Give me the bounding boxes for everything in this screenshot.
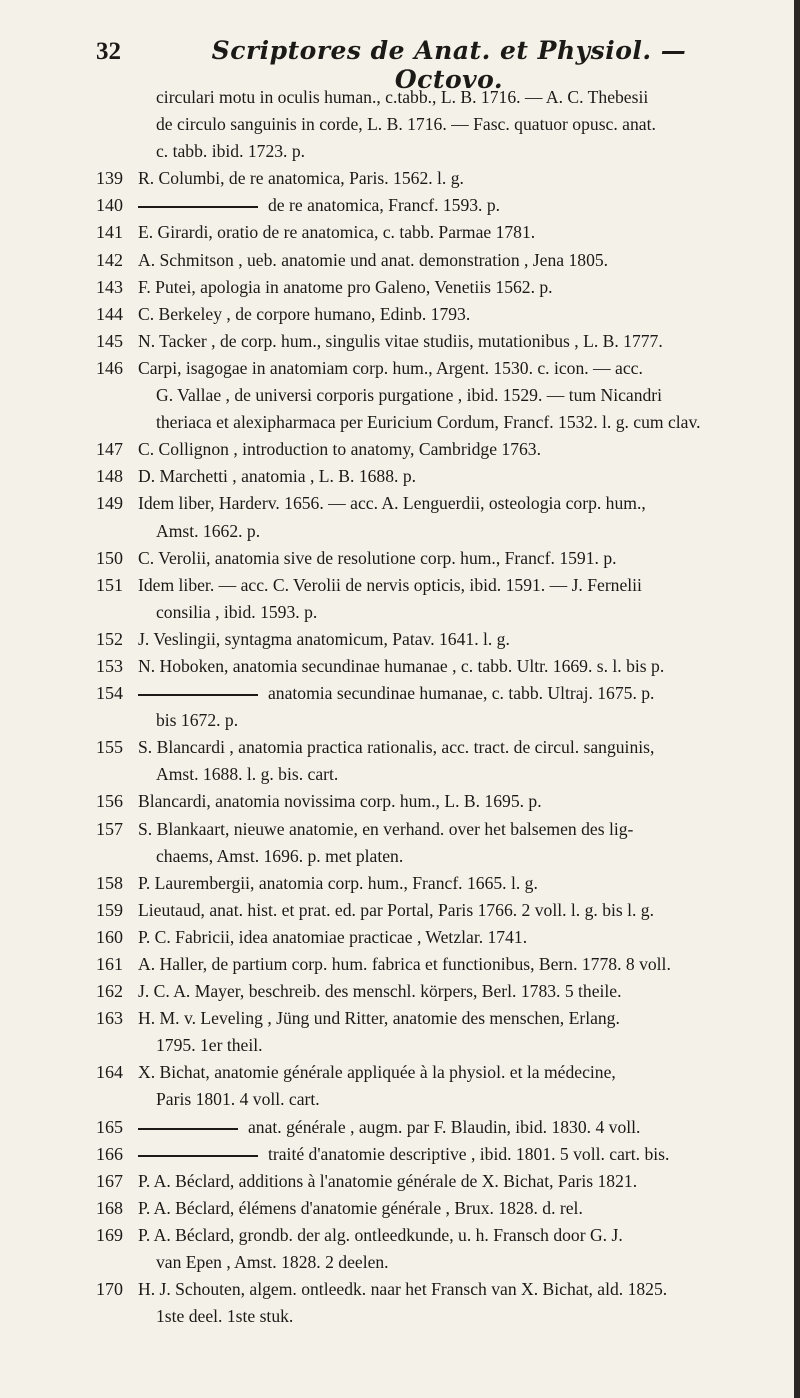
entry-line [96, 518, 782, 545]
entry-text: traité d'anatomie descriptive , ibid. 1801. 5 voll. cart. bis. [268, 1143, 670, 1164]
ditto-dash [138, 1155, 258, 1157]
entry-text: bis 1672. p. [156, 710, 239, 731]
entry-line [96, 409, 782, 436]
entry-text: G. Vallae , de universi corporis purgatione , ibid. 1529. — tum Nicandri [156, 385, 663, 406]
entry-number: 148 [96, 466, 123, 487]
entry-line [96, 219, 782, 246]
entry-line [96, 1114, 782, 1141]
entry-number: 151 [96, 574, 123, 595]
entry-line [96, 924, 782, 951]
entry-text: van Epen , Amst. 1828. 2 deelen. [156, 1252, 389, 1273]
entry-line [96, 1086, 782, 1113]
entry-number: 146 [96, 357, 123, 378]
entry-line [96, 84, 782, 111]
entry-number: 141 [96, 222, 123, 243]
entry-line [96, 545, 782, 572]
entry-number: 168 [96, 1197, 123, 1218]
entry-number: 149 [96, 493, 123, 514]
entry-number: 156 [96, 791, 123, 812]
entry-number: 163 [96, 1008, 123, 1029]
catalogue-entry [96, 1059, 782, 1113]
entry-line [96, 951, 782, 978]
entry-number: 165 [96, 1116, 123, 1137]
running-title: Scriptores de Anat. et Physiol. — Octovo. [211, 36, 687, 94]
entry-line [96, 843, 782, 870]
entry-line [96, 1249, 782, 1276]
entry-text: X. Bichat, anatomie générale appliquée à la physiol. et la médecine, [138, 1062, 616, 1083]
entry-number: 144 [96, 303, 123, 324]
catalogue-entry [96, 1114, 782, 1141]
entry-line [96, 870, 782, 897]
entry-text: Carpi, isagogae in anatomiam corp. hum., Argent. 1530. c. icon. — acc. [138, 357, 643, 378]
entry-line [96, 1168, 782, 1195]
entry-line [96, 355, 782, 382]
entry-text: Paris 1801. 4 voll. cart. [156, 1089, 320, 1110]
entry-line [96, 463, 782, 490]
entry-text: R. Columbi, de re anatomica, Paris. 1562. l. g. [138, 168, 464, 189]
catalogue-entry [96, 924, 782, 951]
catalogue-entry [96, 572, 782, 626]
entry-line [96, 788, 782, 815]
entry-text: P. A. Béclard, élémens d'anatomie générale , Brux. 1828. d. rel. [138, 1197, 583, 1218]
entry-line [96, 165, 782, 192]
entry-text: F. Putei, apologia in anatome pro Galeno, Venetiis 1562. p. [138, 276, 553, 297]
entry-line [96, 978, 782, 1005]
entry-line [96, 816, 782, 843]
entry-line [96, 1005, 782, 1032]
catalogue-entries [96, 84, 782, 1330]
entry-number: 143 [96, 276, 123, 297]
entry-text: S. Blancardi , anatomia practica rationalis, acc. tract. de circul. sanguinis, [138, 737, 655, 758]
catalogue-entry [96, 247, 782, 274]
entry-text: anat. générale , augm. par F. Blaudin, ibid. 1830. 4 voll. [248, 1116, 641, 1137]
entry-text: 1795. 1er theil. [156, 1035, 263, 1056]
entry-line [96, 192, 782, 219]
entry-number: 161 [96, 954, 123, 974]
entry-line [96, 653, 782, 680]
entry-text: P. A. Béclard, grondb. der alg. ontleedkunde, u. h. Fransch door G. J. [138, 1224, 623, 1245]
ditto-dash [138, 206, 258, 208]
entry-number: 159 [96, 899, 123, 920]
catalogue-entry [96, 626, 782, 653]
entry-number: 140 [96, 195, 123, 216]
entry-line [96, 1222, 782, 1249]
entry-line [96, 680, 782, 707]
entry-line [96, 1195, 782, 1222]
entry-text: P. Laurembergii, anatomia corp. hum., Francf. 1665. l. g. [138, 872, 538, 893]
entry-text: C. Verolii, anatomia sive de resolutione corp. hum., Francf. 1591. p. [138, 547, 617, 568]
catalogue-entry [96, 897, 782, 924]
entry-text: C. Berkeley , de corpore humano, Edinb. 1793. [138, 303, 471, 324]
entry-text: c. tabb. ibid. 1723. p. [156, 141, 306, 162]
entry-text: theriaca et alexipharmaca per Euricium Cordum, Francf. 1532. l. g. cum clav. [156, 412, 701, 433]
entry-number: 145 [96, 330, 123, 351]
entry-number: 162 [96, 981, 123, 1002]
entry-number: 152 [96, 628, 123, 649]
catalogue-entry [96, 490, 782, 544]
entry-line [96, 274, 782, 301]
entry-line [96, 1032, 782, 1059]
entry-text: de re anatomica, Francf. 1593. p. [268, 195, 501, 216]
entry-line [96, 599, 782, 626]
entry-line [96, 761, 782, 788]
catalogue-entry [96, 1005, 782, 1059]
catalogue-entry [96, 1168, 782, 1195]
entry-text: J. C. A. Mayer, beschreib. des menschl. körpers, Berl. 1783. 5 theile. [138, 981, 622, 1002]
entry-text: J. Veslingii, syntagma anatomicum, Patav. 1641. l. g. [138, 628, 510, 649]
entry-line [96, 138, 782, 165]
entry-line [96, 1059, 782, 1086]
entry-text: Idem liber. — acc. C. Verolii de nervis opticis, ibid. 1591. — J. Fernelii [138, 574, 642, 595]
catalogue-entry [96, 680, 782, 734]
entry-text: 1ste deel. 1ste stuk. [156, 1306, 294, 1327]
entry-number: 139 [96, 168, 123, 189]
entry-number: 155 [96, 737, 123, 758]
entry-text: H. M. v. Leveling , Jüng und Ritter, anatomie des menschen, Erlang. [138, 1008, 620, 1029]
entry-line [96, 572, 782, 599]
ditto-dash [138, 694, 258, 696]
entry-text: de circulo sanguinis in corde, L. B. 1716. — Fasc. quatuor opusc. anat. [156, 114, 656, 135]
catalogue-entry [96, 301, 782, 328]
catalogue-entry [96, 951, 782, 978]
entry-line [96, 247, 782, 274]
catalogue-entry [96, 436, 782, 463]
entry-line [96, 328, 782, 355]
catalogue-entry [96, 219, 782, 246]
catalogue-entry [96, 165, 782, 192]
catalogue-entry [96, 192, 782, 219]
entry-text: N. Tacker , de corp. hum., singulis vitae studiis, mutationibus , L. B. 1777. [138, 330, 663, 351]
entry-number: 154 [96, 683, 123, 704]
catalogue-entry [96, 355, 782, 436]
entry-line [96, 111, 782, 138]
entry-line [96, 1276, 782, 1303]
entry-text: Lieutaud, anat. hist. et prat. ed. par Portal, Paris 1766. 2 voll. l. g. bis l. g. [138, 899, 655, 920]
catalogue-entry [96, 788, 782, 815]
catalogue-entry [96, 274, 782, 301]
entry-text: Amst. 1688. l. g. bis. cart. [156, 764, 339, 785]
entry-number: 150 [96, 547, 123, 568]
entry-text: Idem liber, Harderv. 1656. — acc. A. Lenguerdii, osteologia corp. hum., [138, 493, 646, 514]
entry-text: H. J. Schouten, algem. ontleedk. naar het Fransch van X. Bichat, ald. 1825. [138, 1279, 668, 1300]
entry-text: C. Collignon , introduction to anatomy, Cambridge 1763. [138, 439, 541, 460]
catalogue-entry [96, 328, 782, 355]
entry-line [96, 490, 782, 517]
entry-text: N. Hoboken, anatomia secundinae humanae , c. tabb. Ultr. 1669. s. l. bis p. [138, 655, 665, 676]
entry-line [96, 897, 782, 924]
entry-number: 169 [96, 1224, 123, 1245]
page-edge-shadow [794, 0, 800, 1398]
entry-text: D. Marchetti , anatomia , L. B. 1688. p. [138, 466, 417, 487]
catalogue-entry [96, 653, 782, 680]
entry-line [96, 1303, 782, 1330]
entry-line [96, 734, 782, 761]
entry-text: A. Schmitson , ueb. anatomie und anat. demonstration , Jena 1805. [138, 249, 609, 270]
entry-number: 153 [96, 655, 123, 676]
catalogue-entry [96, 1222, 782, 1276]
entry-text: P. C. Fabricii, idea anatomiae practicae , Wetzlar. 1741. [138, 926, 528, 947]
catalogue-entry [96, 84, 782, 165]
entry-text: circulari motu in oculis human., c.tabb., L. B. 1716. — A. C. Thebesii [156, 87, 649, 107]
catalogue-entry [96, 734, 782, 788]
entry-line [96, 301, 782, 328]
entry-text: anatomia secundinae humanae, c. tabb. Ultraj. 1675. p. [268, 683, 655, 704]
entry-text: S. Blankaart, nieuwe anatomie, en verhand. over het balsemen des lig- [138, 818, 634, 839]
page-number: 32 [96, 38, 121, 65]
entry-number: 164 [96, 1062, 123, 1083]
ditto-dash [138, 1128, 238, 1130]
entry-line [96, 1141, 782, 1168]
entry-line [96, 436, 782, 463]
entry-number: 147 [96, 439, 123, 460]
entry-number: 166 [96, 1143, 123, 1164]
catalogue-entry [96, 1141, 782, 1168]
catalogue-entry [96, 1276, 782, 1330]
entry-text: Amst. 1662. p. [156, 520, 261, 541]
entry-number: 170 [96, 1279, 123, 1300]
entry-number: 158 [96, 872, 123, 893]
entry-number: 157 [96, 818, 123, 839]
entry-text: Blancardi, anatomia novissima corp. hum., L. B. 1695. p. [138, 791, 542, 812]
entry-text: P. A. Béclard, additions à l'anatomie générale de X. Bichat, Paris 1821. [138, 1170, 638, 1191]
entry-text: consilia , ibid. 1593. p. [156, 601, 318, 622]
entry-line [96, 382, 782, 409]
catalogue-entry [96, 463, 782, 490]
page-header [96, 36, 782, 94]
entry-number: 142 [96, 249, 123, 270]
entry-text: E. Girardi, oratio de re anatomica, c. tabb. Parmae 1781. [138, 222, 536, 243]
catalogue-entry [96, 1195, 782, 1222]
catalogue-entry [96, 816, 782, 870]
catalogue-entry [96, 978, 782, 1005]
entry-text: chaems, Amst. 1696. p. met platen. [156, 845, 404, 866]
entry-number: 160 [96, 926, 123, 947]
entry-line [96, 626, 782, 653]
catalogue-entry [96, 545, 782, 572]
entry-number: 167 [96, 1170, 123, 1191]
entry-text: A. Haller, de partium corp. hum. fabrica et functionibus, Bern. 1778. 8 voll. [138, 954, 671, 974]
entry-line [96, 707, 782, 734]
catalogue-entry [96, 870, 782, 897]
